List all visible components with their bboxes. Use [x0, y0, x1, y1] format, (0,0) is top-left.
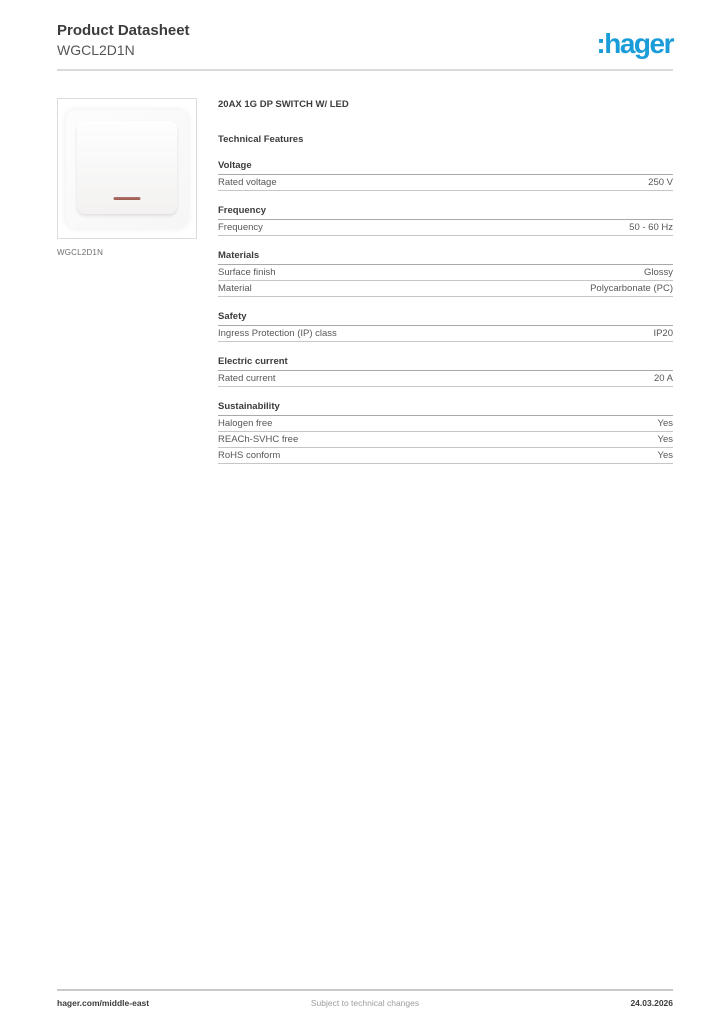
footer-disclaimer: Subject to technical changes [310, 998, 420, 1008]
page-header [57, 0, 673, 58]
main-content [57, 98, 673, 464]
spec-row [218, 281, 673, 297]
spec-label: Surface finish [218, 267, 276, 278]
spec-label: REACh-SVHC free [218, 434, 299, 445]
footer-website: hager.com/middle-east [57, 998, 150, 1008]
spec-label: Rated current [218, 373, 276, 384]
section-voltage [218, 160, 673, 191]
specs-column [218, 98, 673, 464]
section-title: Materials [218, 250, 673, 265]
section-materials [218, 250, 673, 297]
spec-label: Halogen free [218, 418, 273, 429]
spec-value: Yes [657, 450, 673, 461]
switch-rocker-graphic [77, 121, 177, 214]
header-titles [57, 22, 190, 58]
spec-value: Polycarbonate (PC) [590, 283, 673, 294]
section-sustainability [218, 401, 673, 464]
document-title: Product Datasheet [57, 22, 190, 39]
spec-label: Material [218, 283, 252, 294]
spec-row [218, 220, 673, 236]
spec-value: Glossy [643, 267, 673, 278]
page-footer [57, 989, 673, 1008]
spec-value: Yes [657, 418, 673, 429]
section-frequency [218, 205, 673, 236]
spec-value: 50 - 60 Hz [629, 222, 673, 233]
header-divider [57, 69, 673, 71]
section-title: Voltage [218, 160, 673, 175]
spec-row [218, 175, 673, 191]
section-title: Sustainability [218, 401, 673, 416]
section-electric-current [218, 356, 673, 387]
led-indicator-graphic [114, 197, 141, 200]
spec-row [218, 326, 673, 342]
spec-value: IP20 [653, 328, 673, 339]
spec-label: Frequency [218, 222, 263, 233]
image-caption: WGCL2D1N [57, 248, 104, 257]
section-title: Safety [218, 311, 673, 326]
spec-row [218, 265, 673, 281]
hager-logo: :hager [596, 28, 673, 59]
spec-label: Rated voltage [218, 177, 277, 188]
spec-row [218, 416, 673, 432]
spec-value: 250 V [648, 177, 673, 188]
section-title: Electric current [218, 356, 673, 371]
product-image [57, 98, 197, 239]
technical-features-heading: Technical Features [218, 134, 304, 145]
product-reference: WGCL2D1N [57, 42, 135, 58]
spec-value: 20 A [653, 373, 673, 384]
footer-date: 24.03.2026 [630, 998, 673, 1008]
spec-row [218, 448, 673, 464]
spec-row [218, 371, 673, 387]
section-title: Frequency [218, 205, 673, 220]
spec-row [218, 432, 673, 448]
product-image-column [57, 98, 198, 464]
spec-value: Yes [657, 434, 673, 445]
product-name: 20AX 1G DP SWITCH W/ LED [218, 99, 349, 110]
spec-label: Ingress Protection (IP) class [218, 328, 337, 339]
switch-plate-graphic [66, 110, 188, 228]
section-safety [218, 311, 673, 342]
spec-label: RoHS conform [218, 450, 281, 461]
